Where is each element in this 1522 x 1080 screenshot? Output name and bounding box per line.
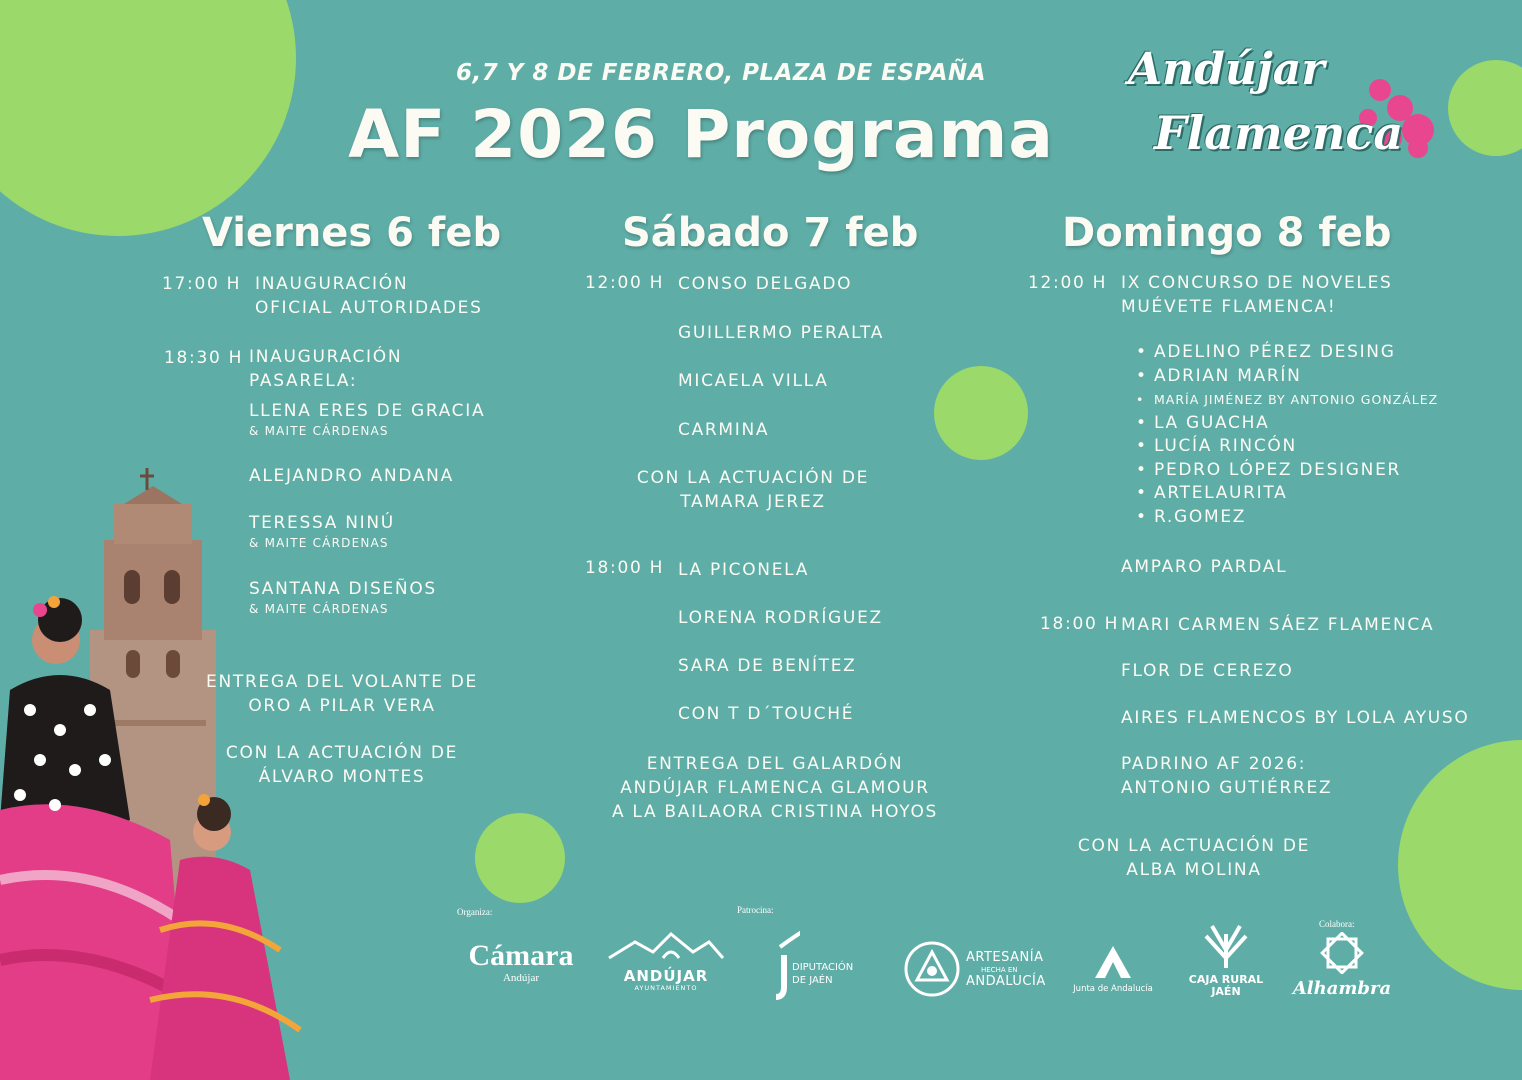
event-line: INAUGURACIÓN [249, 347, 403, 367]
sunday-contest [1121, 271, 1393, 319]
camara-sub: Andújar [502, 972, 540, 984]
event-line: PASARELA: [249, 371, 358, 391]
event-line: ALBA MOLINA [1126, 860, 1262, 880]
saturday-award [595, 752, 955, 824]
saturday-evening-1: LA PICONELA [678, 560, 810, 580]
event-line: ENTREGA DEL VOLANTE DE [206, 672, 478, 692]
designer-note: & MAITE CÁRDENAS [249, 424, 389, 438]
camara-andujar-logo [455, 940, 587, 984]
event-line: CON LA ACTUACIÓN DE [225, 743, 459, 763]
alhambra-star-icon [1320, 932, 1364, 974]
mountains-icon [605, 928, 727, 964]
saturday-morning-2: GUILLERMO PERALTA [678, 323, 885, 343]
wheat-icon [1196, 920, 1256, 970]
friday-event-1 [255, 272, 483, 320]
designer-name: TERESSA NINÚ [249, 513, 395, 533]
event-line: TAMARA JEREZ [680, 492, 826, 512]
event-line: ORO A PILAR VERA [248, 696, 436, 716]
list-item: • ARTELAURITA [1132, 482, 1438, 506]
sunday-evening-3: AIRES FLAMENCOS BY LOLA AYUSO [1121, 708, 1470, 728]
friday-time-2: 18:30 H [164, 348, 244, 368]
alhambra-logo [1292, 932, 1392, 999]
event-line: PADRINO AF 2026: [1121, 754, 1307, 774]
organiza-label: Organiza: [457, 907, 493, 917]
sunday-evening-2: FLOR DE CEREZO [1121, 661, 1294, 681]
list-item: • ADELINO PÉREZ DESING [1132, 341, 1438, 365]
artesania-emblem-icon [903, 940, 961, 998]
decor-circle-bottom [475, 813, 565, 903]
designer-name: ALEJANDRO ANDANA [249, 466, 454, 486]
andujar-name: ANDÚJAR [623, 967, 709, 985]
list-item: • LA GUACHA [1132, 412, 1438, 436]
day-heading-saturday: Sábado 7 feb [622, 210, 919, 256]
caja-rural-jaen-logo [1180, 920, 1272, 998]
event-line: MUÉVETE FLAMENCA! [1121, 297, 1337, 317]
designer-name: SANTANA DISEÑOS [249, 579, 437, 599]
designer-name: LLENA ERES DE GRACIA [249, 401, 486, 421]
caja-line-2: JAÉN [1211, 985, 1241, 998]
artesania-line-1: ARTESANÍA [966, 950, 1044, 965]
contest-participants-list [1132, 341, 1438, 529]
diputacion-line-1: DIPUTACIÓN [792, 962, 854, 973]
list-item: • MARÍA JIMÉNEZ BY ANTONIO GONZÁLEZ [1132, 388, 1438, 412]
saturday-time-1: 12:00 H [585, 273, 665, 293]
friday-award [192, 670, 492, 718]
decor-circle-mid [934, 366, 1028, 460]
sunday-extra: AMPARO PARDAL [1121, 557, 1288, 577]
camara-name: Cámara [468, 939, 574, 972]
event-line: IX CONCURSO DE NOVELES [1121, 273, 1393, 293]
patrocina-label: Patrocina: [737, 905, 774, 915]
saturday-morning-1: CONSO DELGADO [678, 274, 853, 294]
event-line: CON LA ACTUACIÓN DE [1077, 836, 1311, 856]
list-item: • R.GOMEZ [1132, 506, 1438, 530]
sunday-performance [1044, 834, 1344, 882]
saturday-performance [603, 466, 903, 514]
day-heading-friday: Viernes 6 feb [202, 210, 502, 256]
andujar-flamenca-logo [1118, 38, 1448, 178]
junta-andalucia-logo [1068, 944, 1158, 994]
decor-circle-top-right [1448, 60, 1522, 156]
artesania-line-3: ANDALUCÍA [966, 974, 1046, 989]
event-dates-location: 6,7 Y 8 DE FEBRERO, PLAZA DE ESPAÑA [455, 60, 987, 86]
page-title: AF 2026 Programa [348, 96, 1054, 173]
event-line: ENTREGA DEL GALARDÓN [646, 754, 904, 774]
diputacion-line-2: DE JAÉN [792, 975, 833, 986]
list-item: • PEDRO LÓPEZ DESIGNER [1132, 459, 1438, 483]
decor-circle-bottom-right [1398, 740, 1522, 990]
saturday-time-2: 18:00 H [585, 558, 665, 578]
event-line: CON LA ACTUACIÓN DE [636, 468, 870, 488]
day-heading-sunday: Domingo 8 feb [1062, 210, 1392, 256]
saturday-morning-4: CARMINA [678, 420, 770, 440]
artesania-andalucia-logo [903, 940, 1063, 1000]
event-line: ÁLVARO MONTES [258, 767, 426, 787]
andujar-sub: AYUNTAMIENTO [634, 984, 698, 992]
list-item: • ADRIAN MARÍN [1132, 365, 1438, 389]
friday-performance [192, 741, 492, 789]
artesania-line-2: HECHA EN [981, 966, 1018, 974]
event-line: A LA BAILAORA CRISTINA HOYOS [611, 802, 939, 822]
designer-note: & MAITE CÁRDENAS [249, 602, 389, 616]
junta-name: Junta de Andalucía [1073, 984, 1153, 994]
friday-show-4 [249, 577, 437, 617]
sunday-evening-1: MARI CARMEN SÁEZ FLAMENCA [1121, 615, 1435, 635]
saturday-evening-2: LORENA RODRÍGUEZ [678, 608, 883, 628]
event-line: OFICIAL AUTORIDADES [255, 298, 483, 318]
alhambra-name: Alhambra [1292, 978, 1392, 999]
friday-show-3 [249, 511, 395, 551]
friday-show-2 [249, 464, 454, 488]
event-line: ANDÚJAR FLAMENCA GLAMOUR [620, 778, 930, 798]
colabora-label: Colabora: [1319, 919, 1355, 929]
saturday-morning-3: MICAELA VILLA [678, 371, 829, 391]
caja-line-1: CAJA RURAL [1188, 973, 1264, 986]
logo-line-1: Andújar [1128, 44, 1325, 95]
diputacion-jaen-logo [770, 925, 870, 1001]
logo-line-2: Flamenca [1154, 106, 1404, 160]
sunday-padrino [1121, 752, 1332, 800]
designer-note: & MAITE CÁRDENAS [249, 536, 389, 550]
friday-time-1: 17:00 H [162, 274, 242, 294]
friday-event-2 [249, 345, 402, 393]
saturday-evening-3: SARA DE BENÍTEZ [678, 656, 857, 676]
friday-show-1 [249, 399, 485, 439]
sunday-time-1: 12:00 H [1028, 273, 1108, 293]
event-line: INAUGURACIÓN [255, 274, 409, 294]
ayuntamiento-andujar-logo [605, 928, 727, 992]
sunday-time-2: 18:00 H [1040, 614, 1120, 634]
list-item: • LUCÍA RINCÓN [1132, 435, 1438, 459]
saturday-evening-4: CON T D´TOUCHÉ [678, 704, 855, 724]
junta-a-icon [1093, 944, 1133, 980]
event-line: ANTONIO GUTIÉRREZ [1121, 778, 1333, 798]
